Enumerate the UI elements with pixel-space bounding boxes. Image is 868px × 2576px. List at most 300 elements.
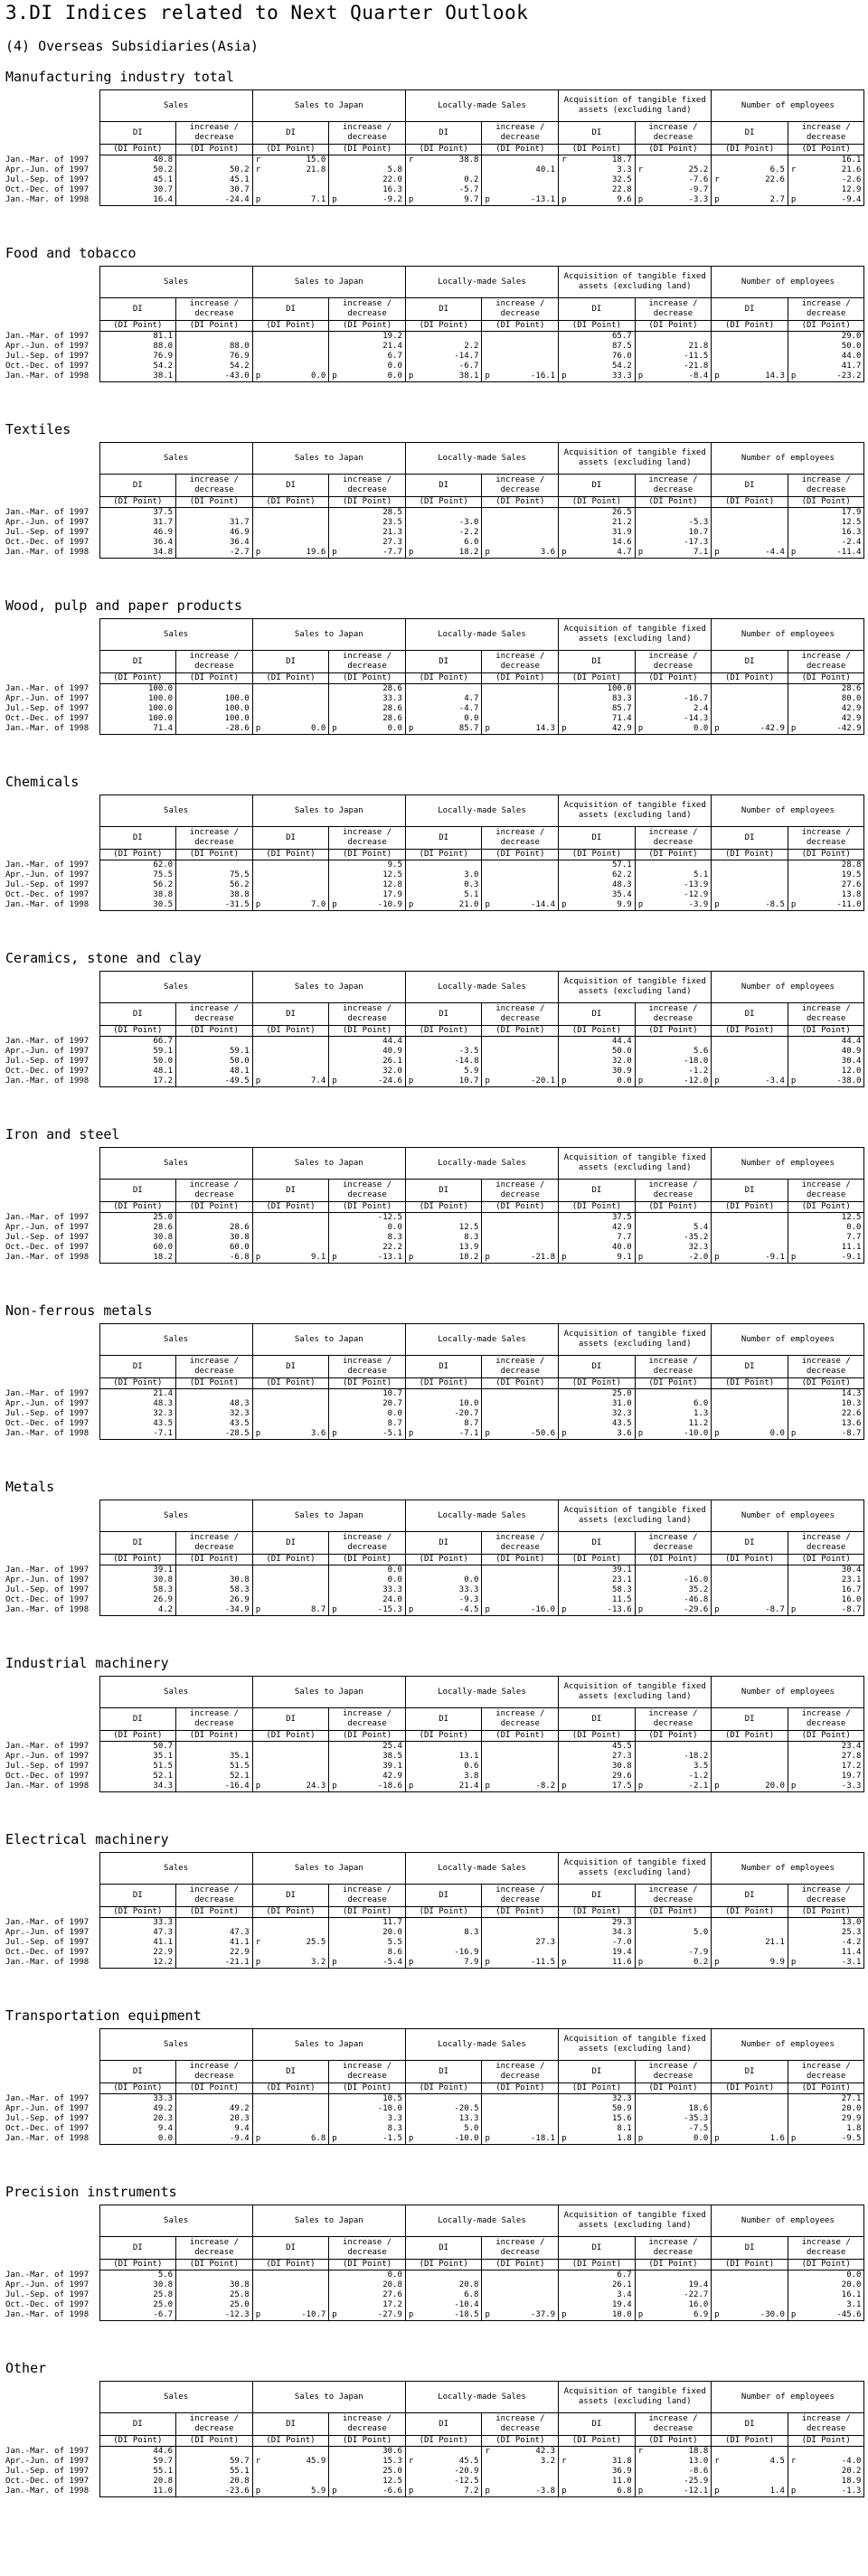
cell-value: 20.0 xyxy=(841,2104,862,2113)
di-cell xyxy=(99,870,176,880)
cell-value: 38.8 xyxy=(458,155,479,165)
cell-value: 13.6 xyxy=(841,1419,862,1428)
change-cell xyxy=(482,1928,559,1938)
row-label: Apr.-Jun. of 1997 xyxy=(4,1223,99,1233)
di-cell xyxy=(712,1782,788,1792)
table-row xyxy=(4,860,864,871)
di-cell xyxy=(99,684,176,695)
change-cell xyxy=(482,860,559,871)
unit-label: (DI Point) xyxy=(712,2436,788,2447)
revision-flag: p xyxy=(561,1076,567,1086)
change-cell xyxy=(788,1595,864,1605)
di-cell xyxy=(405,704,482,714)
subheader-increase-decrease: increase / decrease xyxy=(329,1180,406,1202)
cell-value: 38.5 xyxy=(382,1752,402,1761)
cell-value: -23.6 xyxy=(224,2487,250,2496)
cell-value: -9.1 xyxy=(765,1253,785,1262)
change-cell xyxy=(482,1595,559,1605)
di-table xyxy=(4,2205,864,2321)
di-cell xyxy=(405,1037,482,1048)
column-group-header: Locally-made Sales xyxy=(405,972,558,1003)
change-cell xyxy=(788,724,864,735)
di-cell xyxy=(559,165,636,175)
revision-flag: p xyxy=(485,1429,490,1438)
cell-value: 49.2 xyxy=(230,2104,250,2113)
di-cell xyxy=(99,1213,176,1224)
revision-flag: p xyxy=(255,1958,261,1967)
cell-value: 46.9 xyxy=(230,528,250,537)
di-cell xyxy=(405,518,482,528)
revision-flag: p xyxy=(332,1782,337,1791)
column-group-header: Number of employees xyxy=(712,1324,864,1356)
di-cell xyxy=(99,2270,176,2281)
di-cell xyxy=(99,538,176,548)
unit-label: (DI Point) xyxy=(482,1907,559,1918)
revision-flag: p xyxy=(408,2487,414,2496)
cell-value: -14.7 xyxy=(454,352,479,361)
row-label: Jan.-Mar. of 1998 xyxy=(4,548,99,559)
subheader-di: DI xyxy=(712,651,788,673)
cell-value: -16.0 xyxy=(684,1575,709,1584)
row-label: Oct.-Dec. of 1997 xyxy=(4,714,99,724)
change-cell xyxy=(635,1419,712,1429)
cell-value: 71.4 xyxy=(612,714,632,723)
change-cell xyxy=(329,1595,406,1605)
di-cell xyxy=(559,1585,636,1595)
change-cell xyxy=(788,870,864,880)
cell-value: 36.9 xyxy=(612,2467,632,2476)
cell-value: 0.3 xyxy=(464,880,479,889)
unit-label: (DI Point) xyxy=(712,1378,788,1389)
di-cell xyxy=(405,1047,482,1057)
cell-value: 62.0 xyxy=(153,860,174,870)
revision-flag: p xyxy=(714,2310,720,2319)
revision-flag: p xyxy=(561,371,567,381)
di-cell xyxy=(252,2104,329,2114)
di-cell xyxy=(252,195,329,206)
column-group-header: Sales xyxy=(99,2382,252,2413)
di-cell xyxy=(712,1605,788,1616)
change-cell xyxy=(482,704,559,714)
cell-value: -1.2 xyxy=(688,1067,709,1076)
cell-value: -9.4 xyxy=(841,195,862,204)
subheader-increase-decrease: increase / decrease xyxy=(176,651,253,673)
di-cell xyxy=(99,860,176,871)
cell-value: 44.6 xyxy=(153,2447,174,2456)
row-label: Apr.-Jun. of 1997 xyxy=(4,1575,99,1585)
cell-value: 0.0 xyxy=(769,1429,785,1438)
header-corner xyxy=(4,1532,99,1555)
change-cell xyxy=(788,900,864,911)
column-group-header: Acquisition of tangible fixed assets (excluding land) xyxy=(559,2205,712,2237)
table-row xyxy=(4,2487,864,2497)
change-cell xyxy=(788,342,864,352)
cell-value: 10.5 xyxy=(382,2094,402,2103)
change-cell xyxy=(635,1233,712,1243)
change-cell xyxy=(788,1742,864,1753)
cell-value: 3.4 xyxy=(617,2290,632,2299)
table-row xyxy=(4,1595,864,1605)
di-cell xyxy=(712,342,788,352)
cell-value: 44.4 xyxy=(612,1037,632,1046)
change-cell xyxy=(482,1605,559,1616)
change-cell xyxy=(176,2270,253,2281)
cell-value: 33.3 xyxy=(458,1585,479,1594)
cell-value: 32.3 xyxy=(612,2094,632,2103)
di-cell xyxy=(405,2124,482,2134)
cell-value: 51.5 xyxy=(230,1762,250,1771)
subheader-di: DI xyxy=(99,2413,176,2436)
di-cell xyxy=(252,185,329,195)
cell-value: -4.0 xyxy=(841,2457,862,2466)
cell-value: 100.0 xyxy=(224,714,250,723)
change-cell xyxy=(329,155,406,166)
di-cell xyxy=(405,2477,482,2487)
di-cell xyxy=(405,1243,482,1253)
unit-label: (DI Point) xyxy=(176,2436,253,2447)
subheader-di: DI xyxy=(99,2061,176,2083)
cell-value: 28.6 xyxy=(230,1223,250,1232)
di-cell xyxy=(99,1076,176,1087)
revision-flag: p xyxy=(637,2134,644,2143)
revision-flag: p xyxy=(714,1429,720,1438)
cell-value: -8.5 xyxy=(765,900,785,909)
column-group-header: Sales xyxy=(99,1500,252,1532)
row-label: Jan.-Mar. of 1997 xyxy=(4,1565,99,1576)
cell-value: 11.7 xyxy=(382,1918,402,1927)
cell-value: 16.1 xyxy=(841,2290,862,2299)
revision-flag: p xyxy=(561,2310,567,2319)
column-group-header: Acquisition of tangible fixed assets (excluding land) xyxy=(559,267,712,298)
change-cell xyxy=(329,1037,406,1048)
change-cell xyxy=(482,2310,559,2321)
row-label: Oct.-Dec. of 1997 xyxy=(4,1772,99,1782)
row-label: Oct.-Dec. of 1997 xyxy=(4,1948,99,1958)
cell-value: 11.5 xyxy=(612,1595,632,1604)
section-title: Transportation equipment xyxy=(5,2007,202,2024)
row-label: Jan.-Mar. of 1997 xyxy=(4,2447,99,2458)
di-cell xyxy=(712,2280,788,2290)
change-cell xyxy=(176,1575,253,1585)
cell-value: 58.3 xyxy=(612,1585,632,1594)
cell-value: 12.5 xyxy=(382,2477,402,2486)
change-cell xyxy=(482,714,559,724)
subheader-increase-decrease: increase / decrease xyxy=(329,827,406,850)
cell-value: -17.3 xyxy=(684,538,709,547)
di-cell xyxy=(99,1233,176,1243)
di-cell xyxy=(559,332,636,343)
row-label: Jul.-Sep. of 1997 xyxy=(4,2467,99,2477)
cell-value: -21.1 xyxy=(224,1958,250,1967)
change-cell xyxy=(482,1429,559,1440)
revision-flag: p xyxy=(714,724,720,733)
change-cell xyxy=(635,538,712,548)
revision-flag: r xyxy=(790,165,797,174)
di-cell xyxy=(405,2094,482,2105)
unit-label: (DI Point) xyxy=(788,1731,864,1742)
cell-value: 8.3 xyxy=(387,1233,402,1242)
unit-label: (DI Point) xyxy=(559,1026,636,1037)
change-cell xyxy=(482,2134,559,2145)
cell-value: -8.4 xyxy=(688,371,709,381)
table-row xyxy=(4,2280,864,2290)
change-cell xyxy=(176,342,253,352)
change-cell xyxy=(176,1057,253,1067)
change-cell xyxy=(176,2134,253,2145)
unit-label: (DI Point) xyxy=(559,673,636,684)
unit-label: (DI Point) xyxy=(482,673,559,684)
change-cell xyxy=(329,2280,406,2290)
cell-value: 0.0 xyxy=(387,724,402,733)
unit-label: (DI Point) xyxy=(405,2436,482,2447)
table-row xyxy=(4,724,864,735)
subheader-increase-decrease: increase / decrease xyxy=(788,651,864,673)
di-cell xyxy=(712,528,788,538)
di-cell xyxy=(559,2487,636,2497)
cell-value: -16.1 xyxy=(531,371,556,381)
cell-value: 60.0 xyxy=(153,1243,174,1252)
di-cell xyxy=(405,508,482,519)
change-cell xyxy=(635,2477,712,2487)
cell-value: -18.0 xyxy=(684,1057,709,1066)
cell-value: -10.9 xyxy=(377,900,402,909)
change-cell xyxy=(329,1575,406,1585)
cell-value: 27.6 xyxy=(841,880,862,889)
unit-label: (DI Point) xyxy=(788,673,864,684)
row-label: Jan.-Mar. of 1998 xyxy=(4,1782,99,1792)
unit-label: (DI Point) xyxy=(329,2260,406,2270)
revision-flag: p xyxy=(485,1958,490,1967)
unit-label: (DI Point) xyxy=(252,1026,329,1037)
change-cell xyxy=(482,352,559,362)
row-label: Jan.-Mar. of 1998 xyxy=(4,1958,99,1969)
change-cell xyxy=(635,1772,712,1782)
cell-value: 47.3 xyxy=(153,1928,174,1937)
section-title: Ceramics, stone and clay xyxy=(5,950,202,966)
row-label: Apr.-Jun. of 1997 xyxy=(4,165,99,175)
di-cell xyxy=(559,880,636,890)
subheader-di: DI xyxy=(559,2413,636,2436)
cell-value: -5.7 xyxy=(458,185,479,194)
cell-value: -11.0 xyxy=(836,900,862,909)
di-cell xyxy=(712,2270,788,2281)
change-cell xyxy=(176,1752,253,1762)
cell-value: 8.7 xyxy=(464,1419,479,1428)
cell-value: 57.1 xyxy=(612,860,632,870)
column-group-header: Sales xyxy=(99,972,252,1003)
change-cell xyxy=(635,1253,712,1264)
section-title: Chemicals xyxy=(5,774,80,790)
table-row xyxy=(4,1389,864,1400)
table-row xyxy=(4,900,864,911)
unit-label: (DI Point) xyxy=(559,1202,636,1213)
revision-flag: p xyxy=(714,1782,720,1791)
cell-value: 0.6 xyxy=(464,1762,479,1771)
di-cell xyxy=(252,362,329,371)
di-cell xyxy=(405,1948,482,1958)
unit-label: (DI Point) xyxy=(635,1202,712,1213)
row-label: Oct.-Dec. of 1997 xyxy=(4,538,99,548)
table-row xyxy=(4,1253,864,1264)
change-cell xyxy=(635,2134,712,2145)
revision-flag: r xyxy=(408,2457,414,2466)
unit-label: (DI Point) xyxy=(252,1907,329,1918)
unit-label: (DI Point) xyxy=(405,497,482,508)
change-cell xyxy=(635,1409,712,1419)
unit-label: (DI Point) xyxy=(252,850,329,860)
unit-label: (DI Point) xyxy=(788,1907,864,1918)
change-cell xyxy=(176,1938,253,1948)
di-cell xyxy=(559,684,636,695)
di-cell xyxy=(712,694,788,704)
cell-value: 36.4 xyxy=(153,538,174,547)
di-cell xyxy=(99,1575,176,1585)
revision-flag: p xyxy=(714,1253,720,1262)
di-cell xyxy=(712,548,788,559)
unit-label: (DI Point) xyxy=(635,1555,712,1565)
di-cell xyxy=(712,1067,788,1076)
cell-value: 76.9 xyxy=(153,352,174,361)
di-cell xyxy=(252,1076,329,1087)
subheader-increase-decrease: increase / decrease xyxy=(176,2237,253,2260)
cell-value: -30.0 xyxy=(760,2310,785,2319)
di-table xyxy=(4,1500,864,1616)
table-row xyxy=(4,2300,864,2310)
table-row xyxy=(4,1752,864,1762)
di-cell xyxy=(99,1067,176,1076)
row-label: Jan.-Mar. of 1998 xyxy=(4,1429,99,1440)
cell-value: 3.3 xyxy=(617,165,632,174)
change-cell xyxy=(482,1076,559,1087)
cell-value: 81.1 xyxy=(153,332,174,341)
row-label: Oct.-Dec. of 1997 xyxy=(4,2300,99,2310)
cell-value: 5.1 xyxy=(693,870,709,879)
cell-value: -7.5 xyxy=(688,2124,709,2133)
cell-value: 23.1 xyxy=(841,1575,862,1584)
cell-value: 24.3 xyxy=(306,1782,326,1791)
di-cell xyxy=(405,1762,482,1772)
subheader-di: DI xyxy=(712,1708,788,1731)
table-row xyxy=(4,362,864,371)
change-cell xyxy=(482,1419,559,1429)
di-cell xyxy=(559,1958,636,1969)
unit-label: (DI Point) xyxy=(176,1907,253,1918)
cell-value: 22.0 xyxy=(382,175,402,184)
column-group-header: Locally-made Sales xyxy=(405,2382,558,2413)
change-cell xyxy=(788,2094,864,2105)
change-cell xyxy=(788,1948,864,1958)
cell-value: 50.2 xyxy=(230,165,250,174)
section-title: Iron and steel xyxy=(5,1126,120,1142)
subheader-increase-decrease: increase / decrease xyxy=(176,1003,253,1026)
unit-label: (DI Point) xyxy=(482,1378,559,1389)
table-row xyxy=(4,1918,864,1929)
column-group-header: Number of employees xyxy=(712,1148,864,1180)
change-cell xyxy=(482,1938,559,1948)
di-cell xyxy=(252,1213,329,1224)
subheader-increase-decrease: increase / decrease xyxy=(329,298,406,321)
cell-value: -4.7 xyxy=(458,704,479,713)
column-group-header: Sales to Japan xyxy=(252,1500,405,1532)
unit-label: (DI Point) xyxy=(99,1731,176,1742)
subheader-increase-decrease: increase / decrease xyxy=(788,1885,864,1907)
cell-value: 0.2 xyxy=(464,175,479,184)
section-title: Industrial machinery xyxy=(5,1655,169,1671)
cell-value: 3.2 xyxy=(311,1958,326,1967)
cell-value: 41.7 xyxy=(841,362,862,371)
di-cell xyxy=(712,1243,788,1253)
cell-value: 30.7 xyxy=(153,185,174,194)
cell-value: 40.9 xyxy=(382,1047,402,1056)
cell-value: -12.1 xyxy=(684,2487,709,2496)
cell-value: -1.3 xyxy=(841,2487,862,2496)
column-group-header: Number of employees xyxy=(712,1677,864,1708)
di-cell xyxy=(712,704,788,714)
unit-label: (DI Point) xyxy=(329,321,406,332)
di-cell xyxy=(99,2104,176,2114)
unit-label: (DI Point) xyxy=(252,2083,329,2094)
di-cell xyxy=(405,870,482,880)
unit-label: (DI Point) xyxy=(405,1907,482,1918)
di-cell xyxy=(252,2124,329,2134)
cell-value: 100.0 xyxy=(148,714,174,723)
unit-label: (DI Point) xyxy=(99,321,176,332)
cell-value: 6.0 xyxy=(693,1399,709,1408)
di-cell xyxy=(559,704,636,714)
cell-value: 9.4 xyxy=(234,2124,250,2133)
change-cell xyxy=(329,890,406,900)
column-group-header: Acquisition of tangible fixed assets (excluding land) xyxy=(559,90,712,122)
unit-label: (DI Point) xyxy=(329,1202,406,1213)
cell-value: -11.5 xyxy=(531,1958,556,1967)
cell-value: -24.4 xyxy=(224,195,250,204)
unit-label: (DI Point) xyxy=(252,1731,329,1742)
row-label: Apr.-Jun. of 1997 xyxy=(4,1047,99,1057)
change-cell xyxy=(329,860,406,871)
cell-value: 33.3 xyxy=(382,694,402,703)
unit-label: (DI Point) xyxy=(252,673,329,684)
cell-value: 11.6 xyxy=(612,1958,632,1967)
di-cell xyxy=(712,880,788,890)
change-cell xyxy=(788,1067,864,1076)
di-cell xyxy=(99,694,176,704)
subheader-di: DI xyxy=(405,1708,482,1731)
subheader-increase-decrease: increase / decrease xyxy=(635,651,712,673)
cell-value: 7.0 xyxy=(311,900,326,909)
change-cell xyxy=(329,548,406,559)
change-cell xyxy=(788,332,864,343)
cell-value: 42.9 xyxy=(841,704,862,713)
table-row xyxy=(4,371,864,382)
change-cell xyxy=(482,165,559,175)
cell-value: 48.3 xyxy=(153,1399,174,1408)
row-label: Apr.-Jun. of 1997 xyxy=(4,518,99,528)
change-cell xyxy=(788,195,864,206)
cell-value: 28.6 xyxy=(841,684,862,693)
header-corner xyxy=(4,850,99,860)
di-cell xyxy=(712,185,788,195)
change-cell xyxy=(482,1037,559,1048)
unit-label: (DI Point) xyxy=(405,145,482,155)
cell-value: 20.8 xyxy=(458,2280,479,2289)
change-cell xyxy=(176,1399,253,1409)
di-cell xyxy=(712,155,788,166)
revision-flag: p xyxy=(485,2487,490,2496)
column-group-header: Acquisition of tangible fixed assets (excluding land) xyxy=(559,1324,712,1356)
di-cell xyxy=(405,195,482,206)
column-group-header: Sales to Japan xyxy=(252,267,405,298)
di-cell xyxy=(252,1223,329,1233)
